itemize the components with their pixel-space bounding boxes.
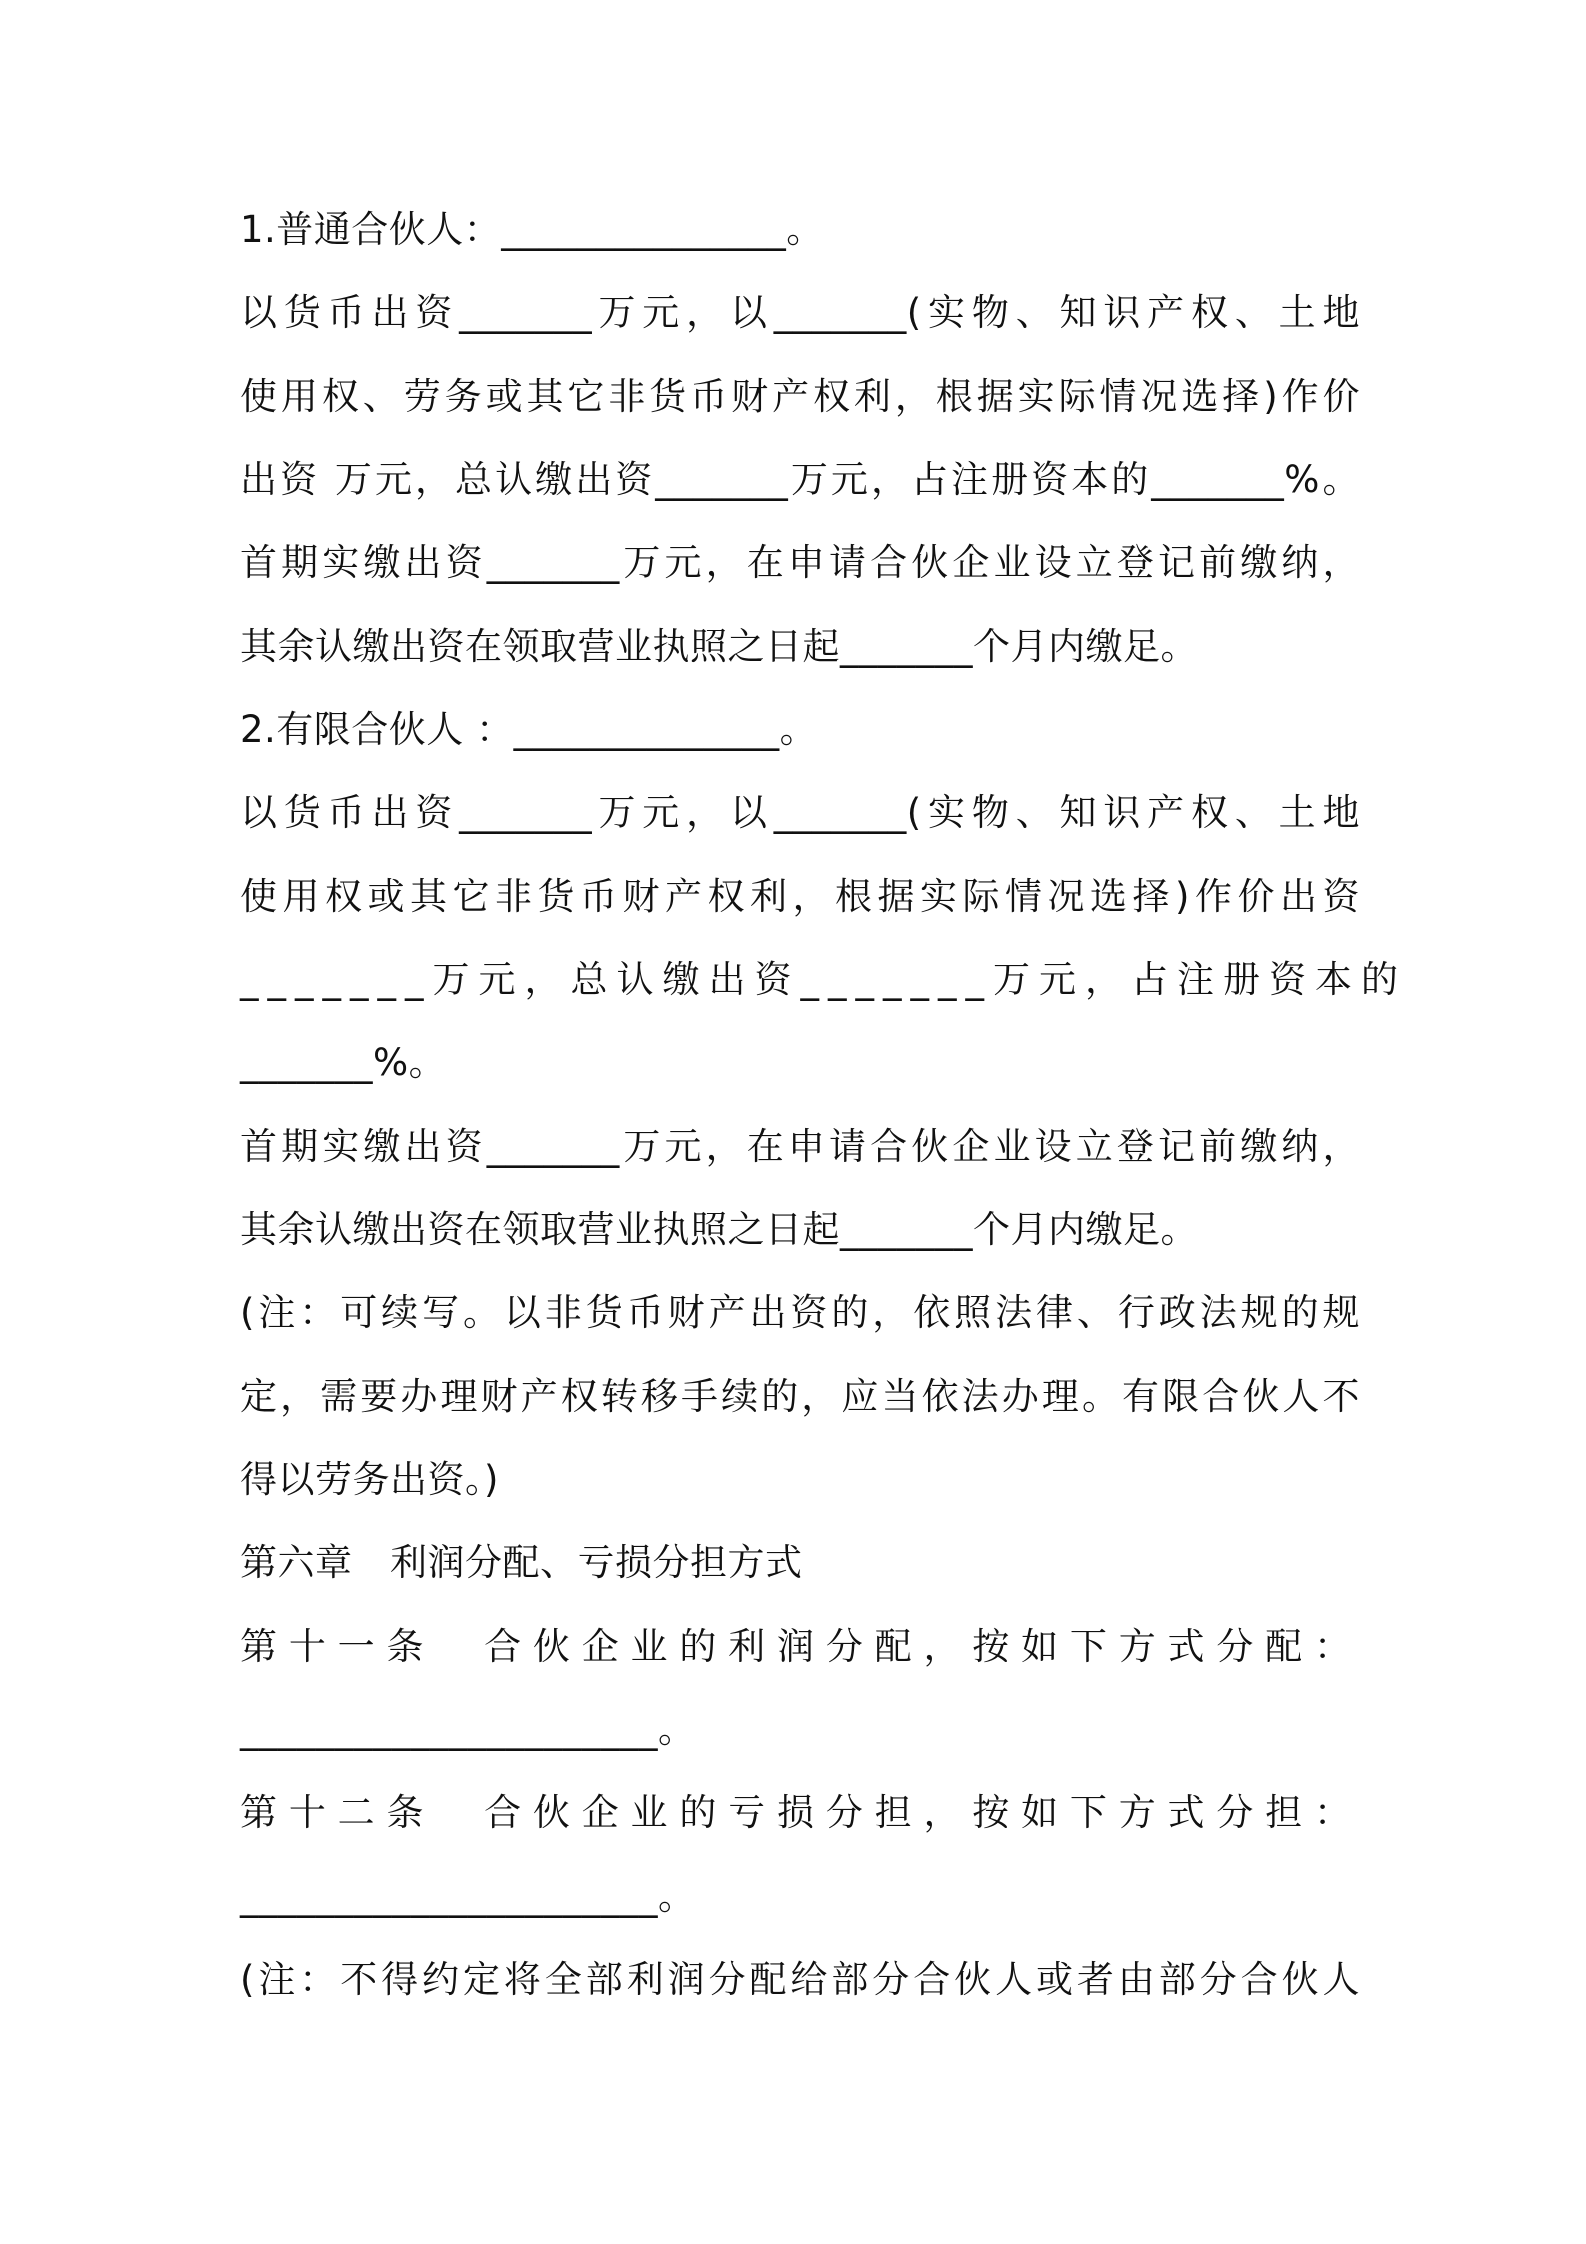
article-11-line: 第十一条 合伙企业的利润分配，按如下方式分配： <box>240 1625 1360 1668</box>
note-line: 定，需要办理财产权转移手续的，应当依法办理。有限合伙人不 <box>240 1375 1360 1418</box>
paragraph-line: 使用权、劳务或其它非货币财产权利，根据实际情况选择)作价 <box>240 375 1360 418</box>
article-12-line: 第十二条 合伙企业的亏损分担，按如下方式分担： <box>240 1791 1360 1834</box>
paragraph-line: _______万元，总认缴出资_______万元，占注册资本的 <box>240 958 1407 1001</box>
paragraph-line: 出资 万元，总认缴出资_______万元，占注册资本的_______%。 <box>240 458 1360 501</box>
paragraph-line: 以货币出资_______万元，以_______(实物、知识产权、土地 <box>240 291 1360 334</box>
note-line: 得以劳务出资。) <box>240 1458 499 1501</box>
paragraph-line: 首期实缴出资_______万元，在申请合伙企业设立登记前缴纳， <box>240 1125 1360 1168</box>
chapter-heading: 第六章 利润分配、亏损分担方式 <box>240 1541 803 1584</box>
limited-partner-heading: 2.有限合伙人 ：______________。 <box>240 708 818 751</box>
paragraph-line: 以货币出资_______万元，以_______(实物、知识产权、土地 <box>240 791 1360 834</box>
paragraph-line: 其余认缴出资在领取营业执照之日起_______个月内缴足。 <box>240 625 1198 668</box>
note-line: (注：不得约定将全部利润分配给部分合伙人或者由部分合伙人 <box>240 1958 1360 2001</box>
blank-line: ______________________。 <box>240 1875 696 1918</box>
general-partner-heading: 1.普通合伙人：_______________。 <box>240 208 824 251</box>
paragraph-line: _______%。 <box>240 1041 447 1084</box>
paragraph-line: 使用权或其它非货币财产权利，根据实际情况选择)作价出资 <box>240 875 1360 918</box>
blank-line: ______________________。 <box>240 1708 696 1751</box>
note-line: (注：可续写。以非货币财产出资的，依照法律、行政法规的规 <box>240 1291 1360 1334</box>
paragraph-line: 其余认缴出资在领取营业执照之日起_______个月内缴足。 <box>240 1208 1198 1251</box>
paragraph-line: 首期实缴出资_______万元，在申请合伙企业设立登记前缴纳， <box>240 541 1360 584</box>
